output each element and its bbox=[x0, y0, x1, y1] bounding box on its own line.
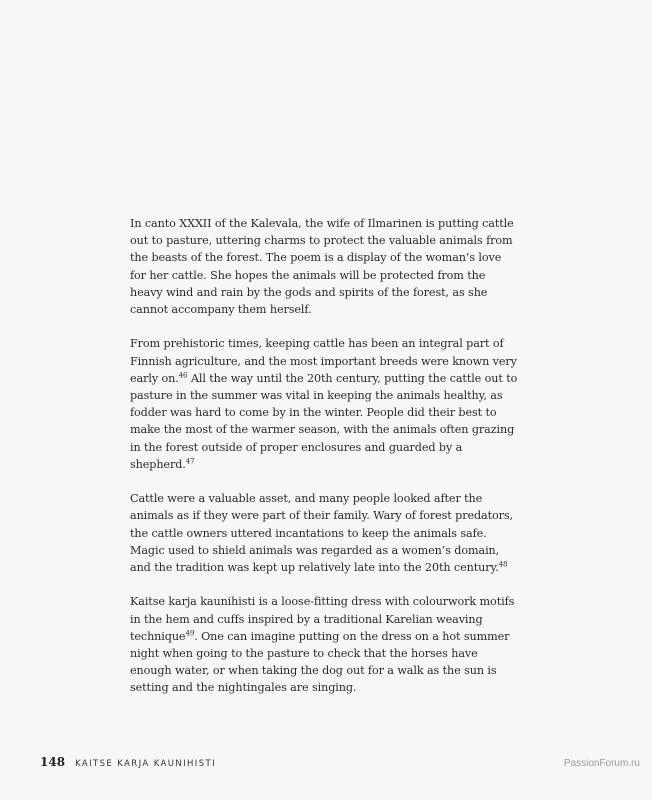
footnote-ref: 46 bbox=[178, 371, 188, 380]
watermark: PassionForum.ru bbox=[563, 758, 640, 769]
page-footer bbox=[40, 755, 216, 769]
paragraph bbox=[130, 490, 520, 576]
body-text bbox=[130, 215, 520, 714]
paragraph-text: All the way until the 20th century, putting the cattle out to pasture in the summer was vital in keeping the animals healthy, as fodder was hard to come by in the winter. People did their best to make the most of the warmer season, with the animals often grazing in the forest outside of proper enclosures and guarded by a shepherd. bbox=[130, 371, 518, 471]
footnote-ref: 49 bbox=[185, 629, 195, 638]
footnote-ref: 47 bbox=[185, 457, 195, 466]
paragraph bbox=[130, 215, 520, 318]
page-number: 148 bbox=[40, 755, 66, 769]
footnote-ref: 48 bbox=[498, 560, 508, 569]
running-title: KAITSE KARJA KAUNIHISTI bbox=[75, 759, 217, 769]
paragraph-text: From prehistoric times, keeping cattle has been an integral part of Finnish agriculture, and the most important breeds were known very early on. bbox=[130, 337, 517, 385]
paragraph-text: . One can imagine putting on the dress on a hot summer night when going to the pasture to check that the horses have enough water, or when taking the dog out for a walk as the sun is setting and the nightingales are singing. bbox=[130, 629, 510, 695]
paragraph-text: Kaitse karja kaunihisti is a loose-fitting dress with colourwork motifs in the hem and cuffs inspired by a traditional Karelian weaving technique bbox=[130, 595, 515, 643]
paragraph bbox=[130, 335, 520, 473]
paragraph-text: Cattle were a valuable asset, and many people looked after the animals as if they were part of their family. Wary of forest predators, the cattle owners uttered incantations to keep the animals safe. Magic used to shield animals was regarded as a women’s domain, and the tradition was kept up relatively late into the 20th century. bbox=[130, 492, 513, 575]
paragraph bbox=[130, 593, 520, 696]
paragraph-text: In canto XXXII of the Kalevala, the wife of Ilmarinen is putting cattle out to pasture, uttering charms to protect the valuable animals from the beasts of the forest. The poem is a display of the woman’s love for her cattle. She hopes the animals will be protected from the heavy wind and rain by the gods and spirits of the forest, as she cannot accompany them herself. bbox=[130, 217, 514, 317]
